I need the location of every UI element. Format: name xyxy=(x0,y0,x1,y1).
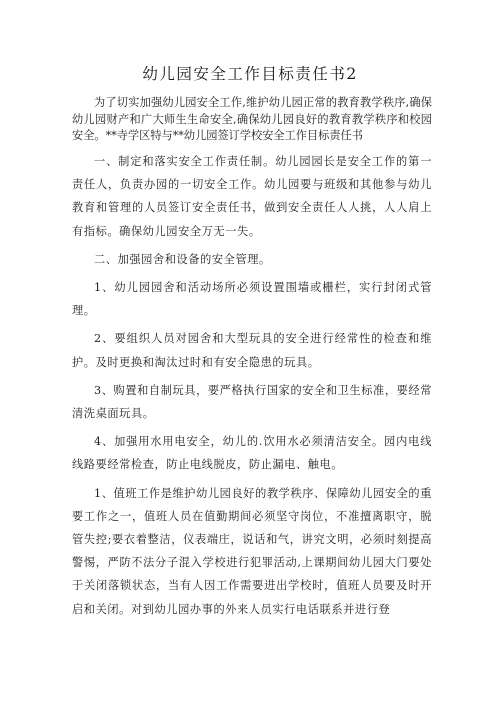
document-body xyxy=(72,150,432,626)
paragraph-item-2-inspection: 2、要组织人员对园舍和大型玩具的安全进行经常性的检查和维护。及时更换和淘汰过时和有安全隐患的玩具。 xyxy=(72,332,432,369)
paragraph-item-4-water-electricity: 4、加强用水用电安全，幼儿的.饮用水必须清洁安全。园内电线线路要经常检查，防止电线脱皮，防止漏电、触电。 xyxy=(72,435,432,472)
paragraph-responsibility-system: 一、制定和落实安全工作责任制。幼儿园园长是安全工作的第一责任人，负责办园的一切安全工作。幼儿园要与班级和其他参与幼儿教育和管理的人员签订安全责任书，做到安全责任人人挑，人人肩上有指标。确保幼儿园安全万无一失。 xyxy=(72,155,432,238)
section-heading-facilities: 二、加强园舍和设备的安全管理。 xyxy=(94,252,271,266)
intro-paragraph: 为了切实加强幼儿园安全工作,维护幼儿园正常的教育教学秩序,确保幼儿园财产和广大师生生命安全,确保幼儿园良好的教育教学秩序和校园安全。**寺学区特与**幼儿园签订学校安全工作目标责任书 xyxy=(72,96,432,142)
paragraph-item-1-duty: 1、值班工作是维护幼儿园良好的教学秩序、保障幼儿园安全的重要工作之一，值班人员在值勤期间必须坚守岗位，不准擅离职守，脱管失控;要衣着整洁，仪表端庄，说话和气，讲究文明，必须时刻提高警惕，严防不法分子混入学校进行犯罪活动,上课期间幼儿园大门要处于关闭落锁状态，当有人因工作需要进出学校时，值班人员要及时开启和关闭。对到幼儿园办事的外来人员实行电话联系并进行登 xyxy=(72,486,432,616)
paragraph-item-3-toys: 3、购置和自制玩具，要严格执行国家的安全和卫生标准，要经常清洗桌面玩具。 xyxy=(72,383,432,421)
paragraph-item-1-enclosure: 1、幼儿园园舍和活动场所必须设置围墙或栅栏，实行封闭式管理。 xyxy=(72,281,432,318)
document-title: 幼儿园安全工作目标责任书2 xyxy=(142,65,358,83)
